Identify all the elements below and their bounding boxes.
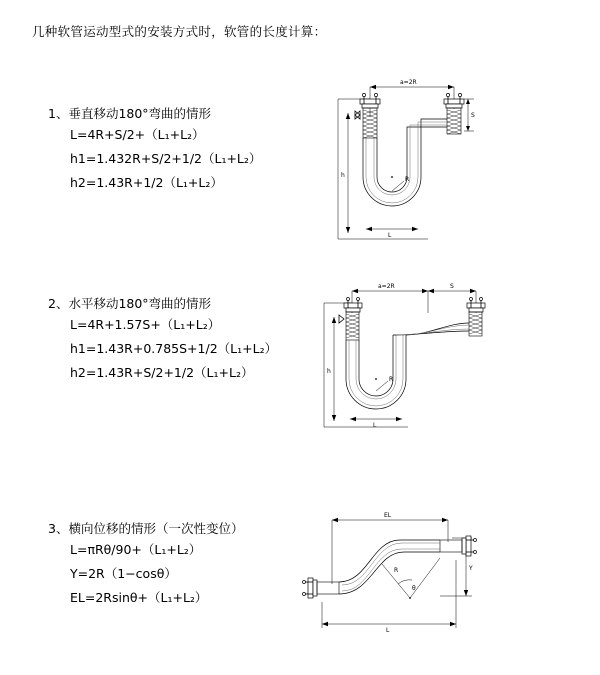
section-1-formula-3: h2=1.43R+1/2（L₁+L₂） <box>70 175 223 190</box>
svg-text:a=2R: a=2R <box>400 79 417 86</box>
section-3-formula-2: Y=2R（1−cosθ） <box>70 566 177 581</box>
section-3-title: 3、横向位移的情形（一次性变位） <box>48 521 244 536</box>
section-2-formula-2: h1=1.43R+0.785S+1/2（L₁+L₂） <box>70 341 278 356</box>
svg-text:S: S <box>471 112 475 119</box>
section-1-formula-2: h1=1.432R+S/2+1/2（L₁+L₂） <box>70 151 262 166</box>
section-2-formula-3: h2=1.43R+S/2+1/2（L₁+L₂） <box>70 365 254 380</box>
section-3-text <box>48 520 308 610</box>
svg-text:θ: θ <box>412 585 416 592</box>
svg-text:S: S <box>450 283 454 290</box>
svg-text:L: L <box>373 422 377 429</box>
vertical-180-bend-diagram <box>308 69 488 269</box>
svg-text:EL: EL <box>384 512 392 519</box>
svg-text:R: R <box>394 567 399 574</box>
svg-text:h: h <box>327 368 331 375</box>
section-2-text <box>48 295 308 385</box>
section-2-title: 2、水平移动180°弯曲的情形 <box>48 296 212 311</box>
section-1-text <box>48 105 308 195</box>
svg-text:h: h <box>341 172 345 179</box>
page-title: 几种软管运动型式的安装方式时，软管的长度计算： <box>32 24 327 39</box>
section-2-formula-1: L=4R+1.57S+（L₁+L₂） <box>70 317 221 332</box>
svg-text:L: L <box>388 232 392 239</box>
section-3-formula-3: EL=2Rsinθ+（L₁+L₂） <box>70 590 208 605</box>
svg-text:R: R <box>389 376 394 383</box>
svg-text:L: L <box>386 627 390 634</box>
section-3-formula-1: L=πRθ/90+（L₁+L₂） <box>70 542 202 557</box>
horizontal-180-bend-diagram <box>308 277 498 457</box>
svg-text:Y: Y <box>469 565 473 572</box>
svg-text:R: R <box>405 176 410 183</box>
section-1-formula-1: L=4R+S/2+（L₁+L₂） <box>70 127 205 142</box>
svg-text:a=2R: a=2R <box>378 283 395 290</box>
section-1-title: 1、垂直移动180°弯曲的情形 <box>48 106 212 121</box>
lateral-displacement-diagram <box>290 502 490 642</box>
